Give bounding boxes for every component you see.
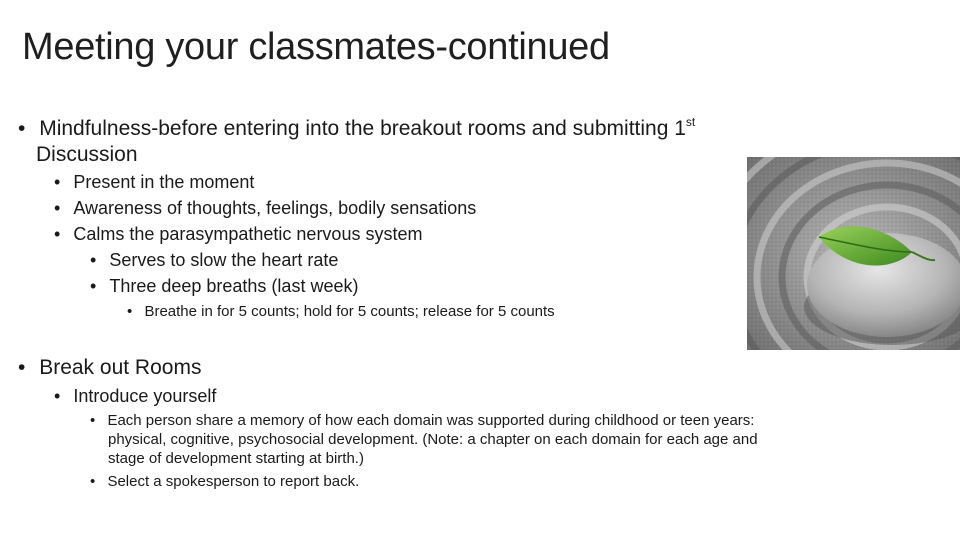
list-item-text: Select a spokesperson to report back. — [107, 473, 360, 490]
list-item-cont: stage of development starting at birth.) — [108, 450, 364, 467]
zen-stone-leaf-image — [747, 157, 960, 350]
bullet-mindfulness — [18, 117, 695, 141]
superscript: st — [685, 115, 696, 129]
list-item-cont: physical, cognitive, psychosocial development. (Note: a chapter on each domain for each age and — [108, 431, 758, 448]
list-item-text: Serves to slow the heart rate — [109, 250, 339, 270]
bullet-dot: • — [54, 224, 61, 244]
bullet-dot: • — [90, 412, 96, 429]
list-item — [54, 172, 254, 193]
list-item — [90, 276, 358, 297]
list-item — [54, 198, 476, 219]
bullet-breakout — [18, 356, 201, 380]
bullet-dot: • — [127, 303, 133, 320]
mindfulness-heading: Mindfulness-before entering into the breakout rooms and submitting 1 — [39, 117, 686, 140]
list-item-text: Awareness of thoughts, feelings, bodily sensations — [73, 198, 477, 218]
bullet-dot: • — [18, 356, 26, 379]
bullet-dot: • — [54, 198, 61, 218]
list-item — [54, 386, 216, 407]
list-item-text: Introduce yourself — [73, 386, 217, 406]
mindfulness-heading-cont: Discussion — [36, 143, 138, 166]
list-item — [90, 412, 754, 429]
list-item-text: Each person share a memory of how each domain was supported during childhood or teen years: — [107, 412, 755, 429]
bullet-dot: • — [54, 172, 61, 192]
list-item-text: Breathe in for 5 counts; hold for 5 counts; release for 5 counts — [144, 303, 555, 320]
list-item-text: Calms the parasympathetic nervous system — [73, 224, 423, 244]
bullet-dot: • — [90, 276, 97, 296]
bullet-dot: • — [90, 250, 97, 270]
list-item — [90, 473, 359, 490]
breakout-heading: Break out Rooms — [39, 356, 202, 379]
page-title: Meeting your classmates-continued — [22, 26, 610, 68]
bullet-dot: • — [90, 473, 96, 490]
list-item-text: Present in the moment — [73, 172, 255, 192]
list-item — [54, 224, 422, 245]
bullet-dot: • — [18, 117, 26, 140]
list-item — [90, 250, 338, 271]
bullet-dot: • — [54, 386, 61, 406]
list-item — [127, 303, 555, 320]
list-item-text: Three deep breaths (last week) — [109, 276, 359, 296]
